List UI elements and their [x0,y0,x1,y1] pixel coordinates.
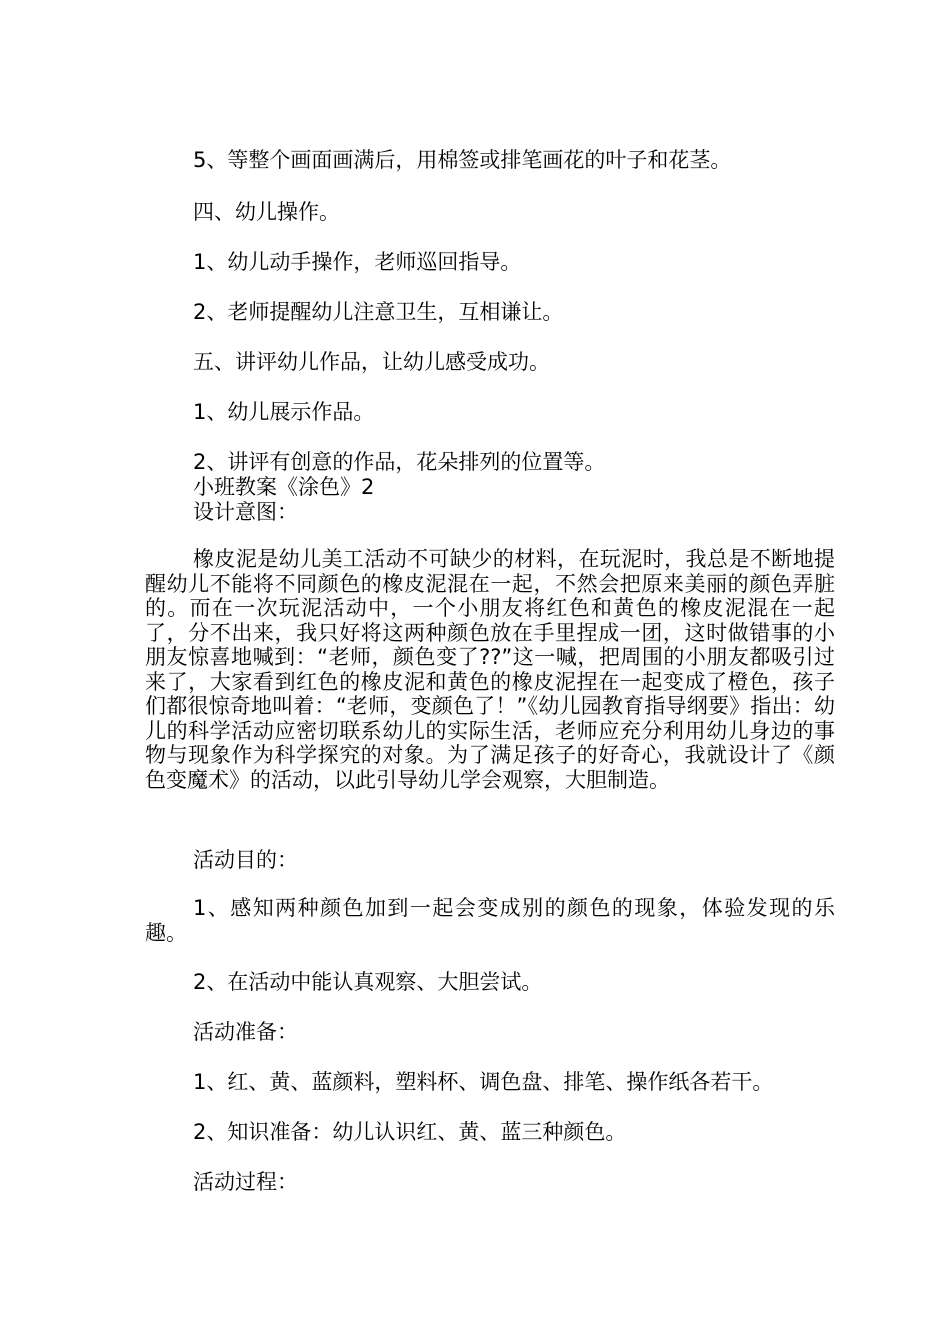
lesson-title: 小班教案《涂色》2 [193,475,375,499]
review-item-1: 1、幼儿展示作品。 [193,400,375,424]
prep-item-1: 1、红、黄、蓝颜料，塑料杯、调色盘、排笔、操作纸各若干。 [193,1070,774,1094]
process-heading: 活动过程： [193,1170,298,1194]
prep-heading: 活动准备： [193,1020,298,1044]
operation-item-2: 2、老师提醒幼儿注意卫生，互相谦让。 [193,300,564,324]
design-intent-heading: 设计意图： [193,500,298,524]
step-5-line: 5、等整个画面画满后，用棉签或排笔画花的叶子和花茎。 [193,148,732,172]
goal-heading: 活动目的： [193,848,298,872]
review-item-2: 2、讲评有创意的作品，花朵排列的位置等。 [193,450,606,474]
prep-item-2: 2、知识准备：幼儿认识红、黄、蓝三种颜色。 [193,1120,627,1144]
section-5-heading: 五、讲评幼儿作品，让幼儿感受成功。 [193,350,550,374]
design-intent-paragraph: 橡皮泥是幼儿美工活动不可缺少的材料，在玩泥时，我总是不断地提醒幼儿不能将不同颜色的橡皮泥混在一起，不然会把原来美丽的颜色弄脏的。而在一次玩泥活动中，一个小朋友将红色和黄色的橡皮泥混在一起了，分不出来，我只好将这两种颜色放在手里捏成一团，这时做错事的小朋友惊喜地喊到：“老师，颜色变了??”这一喊，把周围的小朋友都吸引过来了，大家看到红色的橡皮泥和黄色的橡皮泥捏在一起变成了橙色，孩子们都很惊奇地叫着：“老师，变颜色了！”《幼儿园教育指导纲要》指出：幼儿的科学活动应密切联系幼儿的实际生活，老师应充分利用幼儿身边的事物与现象作为科学探究的对象。为了满足孩子的好奇心，我就设计了《颜色变魔术》的活动，以此引导幼儿学会观察，大胆制造。 [145,547,835,792]
section-4-heading: 四、幼儿操作。 [193,200,340,224]
goal-item-2: 2、在活动中能认真观察、大胆尝试。 [193,970,543,994]
goal-item-1: 1、感知两种颜色加到一起会变成别的颜色的现象，体验发现的乐趣。 [145,896,835,945]
operation-item-1: 1、幼儿动手操作，老师巡回指导。 [193,250,522,274]
